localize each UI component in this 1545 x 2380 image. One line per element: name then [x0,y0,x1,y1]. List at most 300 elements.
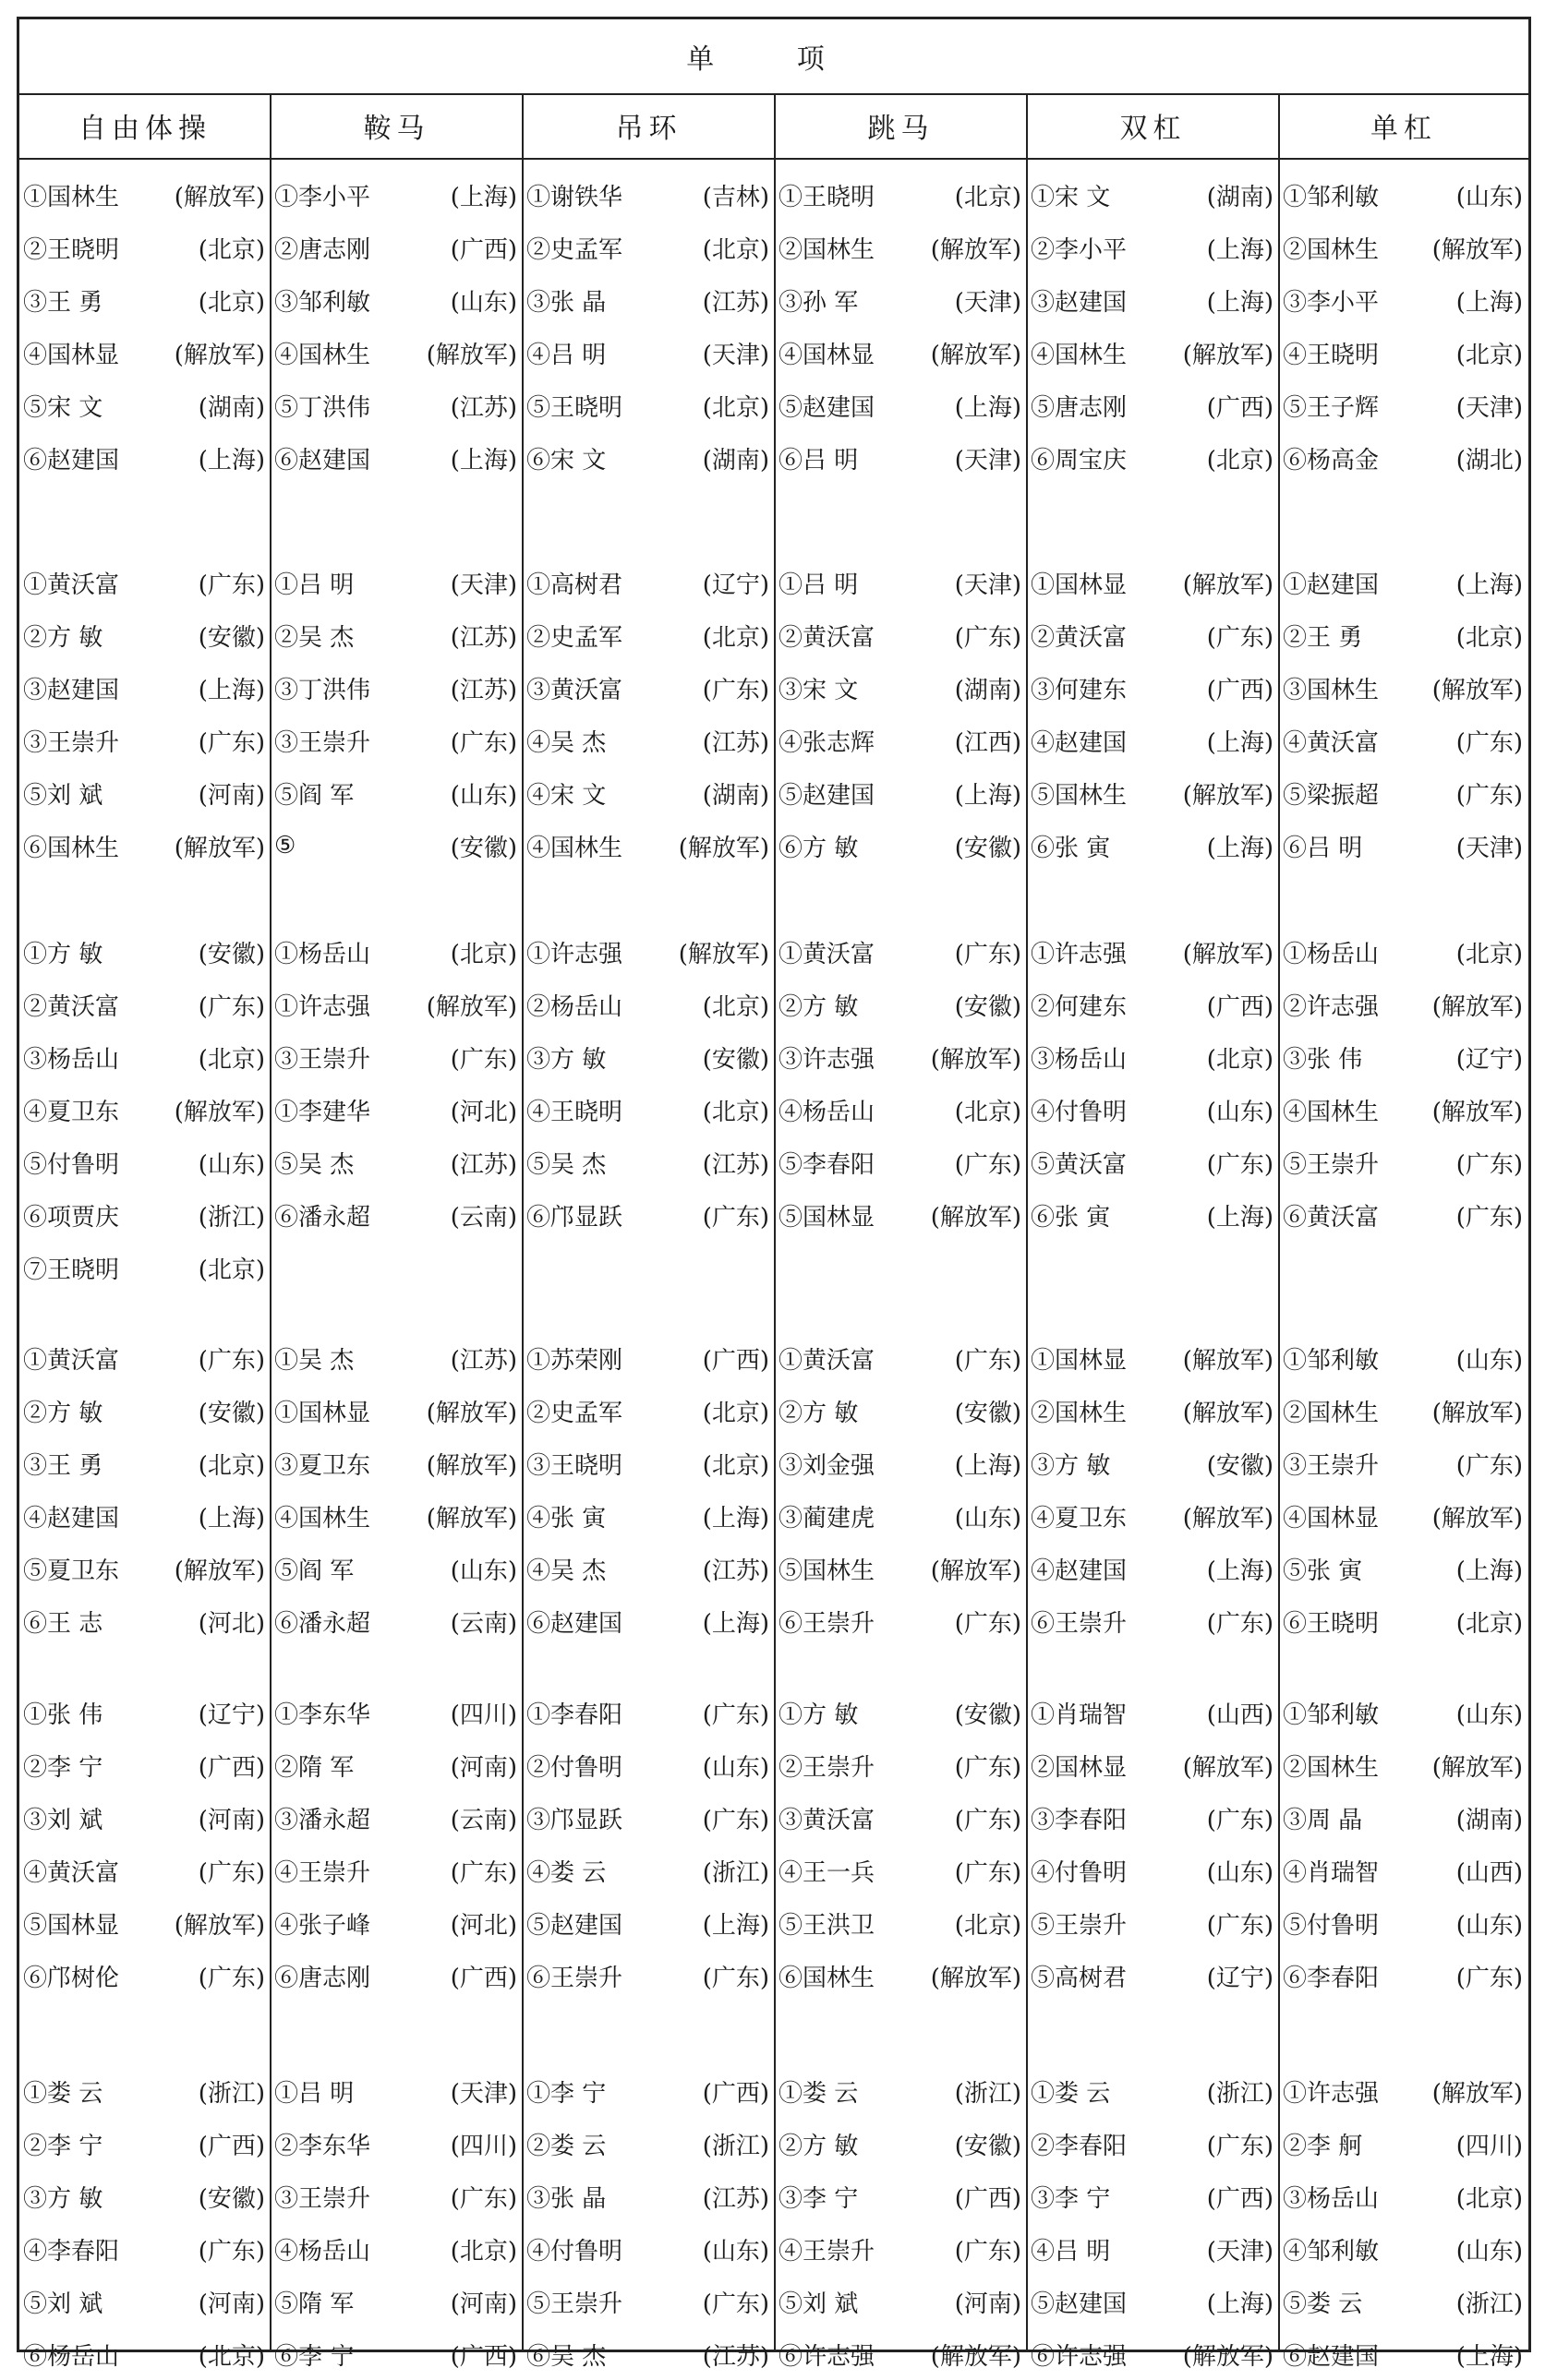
result-entry [523,1739,775,1791]
athlete-team: (上海) [1455,288,1523,317]
result-entry [271,979,523,1030]
athlete-team: (江苏) [702,1557,769,1585]
athlete-team: (上海) [702,1504,769,1533]
athlete-name: ①方 敏 [23,940,103,968]
result-entry [1027,2223,1279,2275]
athlete-name: ③王崇升 [1283,1451,1380,1480]
column-header: 自由体操 [19,93,271,160]
athlete-team: (安徽) [198,1399,265,1427]
result-entry [271,820,523,871]
result-entry [523,767,775,819]
athlete-team: (广西) [1206,992,1273,1021]
athlete-team: (解放军) [1431,1399,1523,1427]
athlete-name: ①方 敏 [779,1701,859,1729]
athlete-name: ④付鲁明 [1031,1098,1128,1126]
athlete-team: (云南) [450,1806,517,1834]
athlete-team: (解放军) [930,2342,1021,2371]
result-entry [19,767,271,819]
result-entry [1279,1792,1528,1844]
athlete-name: ①苏荣刚 [526,1346,623,1375]
athlete-team: (上海) [198,446,265,475]
athlete-name: ③周 晶 [1283,1806,1363,1834]
athlete-team: (山东) [1455,2237,1523,2266]
result-entry [1279,662,1528,714]
athlete-name: ①许志强 [526,940,623,968]
athlete-name: ⑤张 寅 [1283,1557,1363,1585]
athlete-team: (广西) [1206,393,1273,422]
athlete-name: ④杨岳山 [274,2237,371,2266]
result-entry [523,222,775,273]
result-entry [523,609,775,661]
athlete-team: (河南) [198,1806,265,1834]
result-entry [271,1136,523,1188]
result-entry [271,1332,523,1384]
result-entry [1027,327,1279,379]
result-entry [775,1490,1027,1542]
result-entry [775,169,1027,221]
result-entry [1279,820,1528,871]
athlete-name: ④张 寅 [526,1504,607,1533]
result-entry [1279,2170,1528,2222]
athlete-team: (江苏) [450,623,517,652]
athlete-name: ②王 勇 [1283,623,1363,652]
result-entry [1027,2328,1279,2380]
athlete-name: ②史孟军 [526,235,623,264]
athlete-name: ④邹利敏 [1283,2237,1380,2266]
athlete-name: ①谢铁华 [526,183,623,211]
athlete-name: ①吴 杰 [274,1346,355,1375]
athlete-name: ③李 宁 [1031,2184,1111,2213]
result-entry [271,662,523,714]
result-entry [775,1189,1027,1241]
result-entry [19,1687,271,1738]
athlete-team: (广西) [198,1753,265,1782]
athlete-name: ④国林生 [526,834,623,862]
result-entry [271,1031,523,1083]
athlete-name: ⑤隋 军 [274,2290,355,2318]
athlete-name: ①王晓明 [779,183,875,211]
athlete-team: (北京) [198,1256,265,1284]
athlete-name: ④王崇升 [274,1858,371,1887]
athlete-team: (解放军) [174,1098,265,1126]
result-entry [523,1490,775,1542]
athlete-name: ⑥许志强 [779,2342,875,2371]
athlete-name: ④国林生 [274,1504,371,1533]
result-entry [775,1031,1027,1083]
result-entry [19,609,271,661]
result-entry [1027,1792,1279,1844]
athlete-team: (北京) [702,235,769,264]
result-entry [1279,1490,1528,1542]
athlete-team: (解放军) [930,1045,1021,1074]
athlete-name: ⑤王晓明 [526,393,623,422]
athlete-name: ⑥吴 杰 [526,2342,607,2371]
athlete-team: (天津) [450,571,517,599]
column-header: 跳马 [775,93,1027,160]
athlete-name: ⑤王子辉 [1283,393,1380,422]
result-entry [775,1739,1027,1791]
result-entry [1279,1136,1528,1188]
athlete-team: (北京) [702,1451,769,1480]
athlete-team: (山东) [450,1557,517,1585]
athlete-team: (安徽) [198,2184,265,2213]
result-entry [1279,767,1528,819]
athlete-name: ③李 宁 [779,2184,859,2213]
athlete-team: (北京) [450,940,517,968]
athlete-team: (解放军) [678,834,769,862]
result-entry [1279,1437,1528,1489]
athlete-name: ⑤国林显 [779,1203,875,1232]
result-entry [271,1595,523,1647]
athlete-team: (上海) [954,1451,1021,1480]
result-entry [271,557,523,608]
athlete-name: ⑤刘 斌 [23,781,103,810]
athlete-name: ③赵建国 [1031,288,1128,317]
athlete-name: ①黄沃富 [23,571,120,599]
athlete-team: (江苏) [450,676,517,704]
athlete-team: (解放军) [1431,235,1523,264]
athlete-team: (解放军) [174,834,265,862]
athlete-name: ⑤李春阳 [779,1150,875,1179]
result-entry [19,1242,271,1293]
athlete-team: (广东) [1455,1150,1523,1179]
result-entry [1027,432,1279,484]
result-entry [271,2170,523,2222]
athlete-team: (浙江) [702,2132,769,2160]
athlete-name: ①赵建国 [1283,571,1380,599]
athlete-team: (解放军) [426,992,517,1021]
athlete-team: (北京) [702,992,769,1021]
athlete-name: ⑥潘永超 [274,1203,371,1232]
athlete-team: (江苏) [702,728,769,757]
athlete-team: (广东) [1455,1451,1523,1480]
athlete-name: ①李春阳 [526,1701,623,1729]
athlete-name: ②吴 杰 [274,623,355,652]
result-entry [775,662,1027,714]
athlete-team: (山东) [1455,1346,1523,1375]
athlete-name: ⑤王崇升 [526,2290,623,2318]
result-entry [19,1792,271,1844]
athlete-team: (解放军) [1182,1753,1273,1782]
result-entry [775,1792,1027,1844]
result-entry [775,1687,1027,1738]
result-entry [19,1739,271,1791]
result-entry [271,1687,523,1738]
athlete-team: (辽宁) [702,571,769,599]
result-entry [19,1136,271,1188]
athlete-name: ⑥邝显跃 [526,1203,623,1232]
result-entry [1279,1543,1528,1594]
result-entry [271,1189,523,1241]
athlete-name: ⑤国林显 [23,1911,120,1940]
result-entry [523,274,775,326]
athlete-team: (广东) [702,1964,769,1992]
athlete-name: ①杨岳山 [274,940,371,968]
athlete-name: ①黄沃富 [23,1346,120,1375]
result-entry [1027,820,1279,871]
result-entry [271,2223,523,2275]
athlete-name: ③王崇升 [274,2184,371,2213]
athlete-name: ③杨岳山 [1283,2184,1380,2213]
athlete-team: (湖南) [1206,183,1273,211]
athlete-name: ①国林显 [274,1399,371,1427]
athlete-name: ④赵建国 [1031,728,1128,757]
athlete-team: (广西) [1206,676,1273,704]
athlete-name: ①娄 云 [1031,2079,1111,2108]
result-entry [271,379,523,431]
result-entry [775,432,1027,484]
athlete-team: (解放军) [930,1557,1021,1585]
athlete-name: ③杨岳山 [23,1045,120,1074]
athlete-team: (天津) [450,2079,517,2108]
athlete-name: ④吕 明 [1031,2237,1111,2266]
athlete-team: (广西) [450,235,517,264]
athlete-team: (广东) [702,1806,769,1834]
result-entry [523,2170,775,2222]
athlete-team: (湖北) [1455,446,1523,475]
athlete-name: ③王崇升 [274,1045,371,1074]
result-entry [19,327,271,379]
result-entry [271,1084,523,1136]
athlete-team: (解放军) [1182,571,1273,599]
athlete-team: (北京) [1455,940,1523,968]
column-header: 双杠 [1027,93,1279,160]
athlete-name: ①李 宁 [526,2079,607,2108]
athlete-name: ①李东华 [274,1701,371,1729]
athlete-team: (安徽) [1206,1451,1273,1480]
result-entry [523,1897,775,1949]
athlete-team: (四川) [450,2132,517,2160]
athlete-team: (广东) [1206,1609,1273,1638]
athlete-name: ②黄沃富 [779,623,875,652]
result-entry [523,1687,775,1738]
athlete-team: (解放军) [1431,1753,1523,1782]
result-entry [19,662,271,714]
athlete-team: (解放军) [930,235,1021,264]
result-entry [1027,1543,1279,1594]
result-entry [775,609,1027,661]
result-entry [523,1437,775,1489]
athlete-team: (河南) [198,2290,265,2318]
result-entry [19,1950,271,2001]
athlete-name: ⑤刘 斌 [23,2290,103,2318]
athlete-name: ②国林生 [1283,1753,1380,1782]
result-entry [1027,1084,1279,1136]
result-entry [775,820,1027,871]
result-entry [775,2276,1027,2327]
result-entry [523,715,775,766]
athlete-team: (辽宁) [1455,1045,1523,1074]
athlete-name: ①黄沃富 [779,940,875,968]
result-entry [1027,1332,1279,1384]
result-entry [1279,1595,1528,1647]
result-entry [775,1084,1027,1136]
athlete-name: ④张志辉 [779,728,875,757]
athlete-name: ②国林显 [1031,1753,1128,1782]
athlete-team: (解放军) [426,1504,517,1533]
athlete-name: ⑤赵建国 [779,393,875,422]
athlete-name: ⑥宋 文 [526,446,607,475]
athlete-team: (山东) [450,781,517,810]
result-entry [271,1897,523,1949]
athlete-name: ①吕 明 [779,571,859,599]
athlete-team: (山东) [702,2237,769,2266]
result-entry [775,1950,1027,2001]
result-entry [523,979,775,1030]
athlete-team: (广东) [198,571,265,599]
result-entry [1279,2223,1528,2275]
athlete-name: ①许志强 [1283,2079,1380,2108]
athlete-team: (上海) [954,781,1021,810]
athlete-name: ①肖瑞智 [1031,1701,1128,1729]
athlete-team: (安徽) [954,992,1021,1021]
result-entry [775,379,1027,431]
athlete-team: (广西) [450,1964,517,1992]
athlete-name: ④肖瑞智 [1283,1858,1380,1887]
result-entry [19,979,271,1030]
athlete-team: (解放军) [1182,781,1273,810]
result-entry [1027,1897,1279,1949]
result-entry [523,1031,775,1083]
athlete-team: (辽宁) [198,1701,265,1729]
result-entry [271,274,523,326]
athlete-team: (北京) [702,1098,769,1126]
athlete-team: (广东) [702,2290,769,2318]
athlete-name: ③夏卫东 [274,1451,371,1480]
result-entry [523,557,775,608]
result-entry [1279,715,1528,766]
result-entry [1279,2065,1528,2117]
athlete-team: (北京) [198,235,265,264]
athlete-team: (上海) [1206,288,1273,317]
athlete-name: ⑤付鲁明 [23,1150,120,1179]
athlete-name: ②李 宁 [23,1753,103,1782]
athlete-name: ⑤王洪卫 [779,1911,875,1940]
athlete-team: (山东) [1455,1911,1523,1940]
athlete-name: ②许志强 [1283,992,1380,1021]
athlete-name: ④王一兵 [779,1858,875,1887]
result-entry [1027,379,1279,431]
athlete-name: ⑤阎 军 [274,781,355,810]
athlete-team: (广东) [954,1150,1021,1179]
result-entry [1279,2276,1528,2327]
athlete-team: (安徽) [954,834,1021,862]
athlete-team: (河南) [954,2290,1021,2318]
result-entry [523,379,775,431]
athlete-name: ④国林生 [274,341,371,369]
athlete-name: ①李建华 [274,1098,371,1126]
result-entry [523,327,775,379]
column-header: 吊环 [523,93,775,160]
result-entry [775,1595,1027,1647]
athlete-team: (天津) [1455,393,1523,422]
result-entry [523,2223,775,2275]
athlete-team: (北京) [702,623,769,652]
athlete-name: ①张 伟 [23,1701,103,1729]
result-entry [775,327,1027,379]
athlete-team: (上海) [450,183,517,211]
athlete-team: (广东) [198,1964,265,1992]
athlete-name: ⑥赵建国 [23,446,120,475]
athlete-name: ②李 宁 [23,2132,103,2160]
result-entry [1027,1490,1279,1542]
athlete-team: (北京) [1455,623,1523,652]
athlete-name: ①李小平 [274,183,371,211]
result-entry [1279,926,1528,978]
athlete-name: ③刘金强 [779,1451,875,1480]
athlete-name: ⑤宋 文 [23,393,103,422]
athlete-name: ④国林显 [779,341,875,369]
athlete-team: (湖南) [1455,1806,1523,1834]
athlete-name: ⑥黄沃富 [1283,1203,1380,1232]
column-header: 单杠 [1279,93,1528,160]
athlete-name: ②国林生 [1283,235,1380,264]
athlete-name: ①杨岳山 [1283,940,1380,968]
athlete-name: ②方 敏 [23,623,103,652]
athlete-team: (北京) [198,2342,265,2371]
athlete-name: ①国林显 [1031,571,1128,599]
athlete-name: ⑤国林生 [779,1557,875,1585]
athlete-name: ①娄 云 [23,2079,103,2108]
athlete-team: (解放军) [930,1964,1021,1992]
result-entry [775,1136,1027,1188]
result-entry [523,1084,775,1136]
result-entry [523,2065,775,2117]
result-entry [271,327,523,379]
result-entry [1027,274,1279,326]
athlete-team: (上海) [1206,1203,1273,1232]
athlete-name: ②史孟军 [526,1399,623,1427]
athlete-name: ⑥唐志刚 [274,1964,371,1992]
athlete-team: (上海) [1455,571,1523,599]
athlete-team: (解放军) [426,341,517,369]
athlete-team: (安徽) [450,834,517,862]
athlete-team: (北京) [954,1911,1021,1940]
athlete-team: (广东) [198,728,265,757]
athlete-name: ⑤娄 云 [1283,2290,1363,2318]
result-entry [1027,557,1279,608]
athlete-team: (浙江) [1455,2290,1523,2318]
athlete-team: (安徽) [702,1045,769,1074]
athlete-team: (解放军) [678,940,769,968]
athlete-name: ④杨岳山 [779,1098,875,1126]
athlete-name: ②黄沃富 [23,992,120,1021]
athlete-name: ①许志强 [1031,940,1128,968]
athlete-team: (吉林) [702,183,769,211]
athlete-name: ②国林生 [779,235,875,264]
athlete-team: (广东) [954,940,1021,968]
result-entry [1279,1845,1528,1896]
result-entry [19,1437,271,1489]
athlete-team: (天津) [954,571,1021,599]
athlete-team: (湖南) [702,446,769,475]
athlete-team: (解放军) [1431,1504,1523,1533]
result-entry [523,1543,775,1594]
result-entry [271,2328,523,2380]
athlete-team: (江西) [954,728,1021,757]
result-entry [775,926,1027,978]
athlete-name: ⑥王崇升 [779,1609,875,1638]
result-entry [19,1490,271,1542]
result-entry [19,2170,271,2222]
athlete-team: (广东) [198,1346,265,1375]
athlete-name: ④夏卫东 [23,1098,120,1126]
result-entry [523,1332,775,1384]
result-entry [1279,169,1528,221]
athlete-name: ③张 晶 [526,2184,607,2213]
athlete-name: ②方 敏 [23,1399,103,1427]
athlete-team: (解放军) [1182,2342,1273,2371]
